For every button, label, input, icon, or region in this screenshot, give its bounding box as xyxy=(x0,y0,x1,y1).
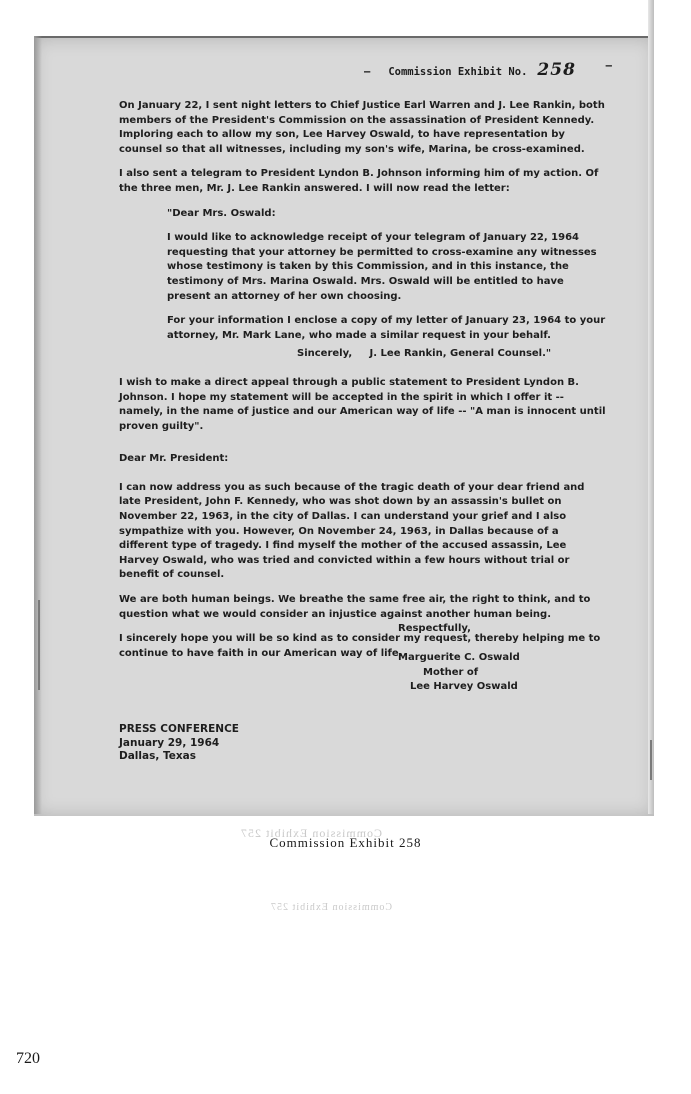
bleed-through-text: Commission Exhibit 257 xyxy=(270,902,393,913)
exhibit-label: Commission Exhibit No. xyxy=(388,66,528,78)
document-body xyxy=(119,99,609,671)
paragraph-5: We are both human beings. We breathe the same free air, the right to think, and to question what we would consider an injustice against another human being. xyxy=(119,594,591,620)
paragraph-4: I can now address you as such because of the tragic death of your dear friend and late President, John F. Kennedy, who was shot down by an assassin's bullet on November 22, 1963, in the city of Dallas. I can understand your grief and I also sympathize with you. However, On November 24, 1963, in Dallas because of a different type of tragedy. I find myself the mother of the accused assassin, Lee Harvey Oswald, who was tried and convicted within a few hours without trial or benefit of counsel. xyxy=(119,481,585,581)
press-title: PRESS CONFERENCE xyxy=(119,723,239,735)
letter-closing: Sincerely, J. Lee Rankin, General Counsel." xyxy=(297,348,552,360)
signature-son: Lee Harvey Oswald xyxy=(410,681,518,692)
exhibit-number: 258 xyxy=(537,60,576,80)
quoted-letter xyxy=(167,207,609,362)
press-place: Dallas, Texas xyxy=(119,750,196,762)
header-dash: — xyxy=(364,66,371,78)
salutation: Dear Mr. President: xyxy=(119,453,229,465)
paragraph-6: I sincerely hope you will be so kind as to consider my request, thereby helping me to continue to have faith in our American way of life. xyxy=(119,633,601,659)
letter-body-1: I would like to acknowledge receipt of your telegram of January 22, 1964 requesting that your attorney be permitted to cross-examine any witnesses whose testimony is taken by this Commission, and in this instance, the testimony of Mrs. Marina Oswald. Mrs. Oswald will be entitled to have present an attorney of her own choosing. xyxy=(167,232,597,302)
press-date: January 29, 1964 xyxy=(119,736,220,749)
exhibit-header xyxy=(364,60,624,80)
scan-artifact xyxy=(650,740,652,780)
press-block xyxy=(119,723,239,764)
signature-name: Marguerite C. Oswald xyxy=(398,652,520,663)
plate-edge xyxy=(648,0,654,814)
page-number: 720 xyxy=(16,1050,40,1067)
paragraph-2: I also sent a telegram to President Lyndon B. Johnson informing him of my action. Of the three men, Mr. J. Lee Rankin answered. I will now read the letter: xyxy=(119,168,599,194)
signature-block xyxy=(398,622,520,695)
signature-relation: Mother of xyxy=(423,666,479,678)
plate-shadow xyxy=(34,36,42,814)
paragraph-1: On January 22, I sent night letters to Chief Justice Earl Warren and J. Lee Rankin, both members of the President's Commission on the assassination of President Kennedy. Imploring each to allow my son, Lee Harvey Oswald, to have representation by counsel so that all witnesses, including my son's wife, Marina, be cross-examined. xyxy=(119,100,605,155)
letter-salutation: "Dear Mrs. Oswald: xyxy=(167,207,276,219)
letter-body-2: For your information I enclose a copy of my letter of January 23, 1964 to your attorney, Mr. Mark Lane, who made a similar request in your behalf. xyxy=(167,315,606,341)
bleed-through-text: Commission Exhibit 257 xyxy=(240,826,383,840)
scan-artifact xyxy=(38,600,40,690)
figure-caption: Commission Exhibit 258 xyxy=(269,835,422,850)
signature-closing: Respectfully, xyxy=(398,623,471,634)
paragraph-3: I wish to make a direct appeal through a public statement to President Lyndon B. Johnson. I hope my statement will be accepted in the spirit in which I offer it -- namely, in the name of justice and our American way of life -- "A man is innocent until proven guilty". xyxy=(119,376,606,432)
header-dash: — xyxy=(605,60,612,72)
